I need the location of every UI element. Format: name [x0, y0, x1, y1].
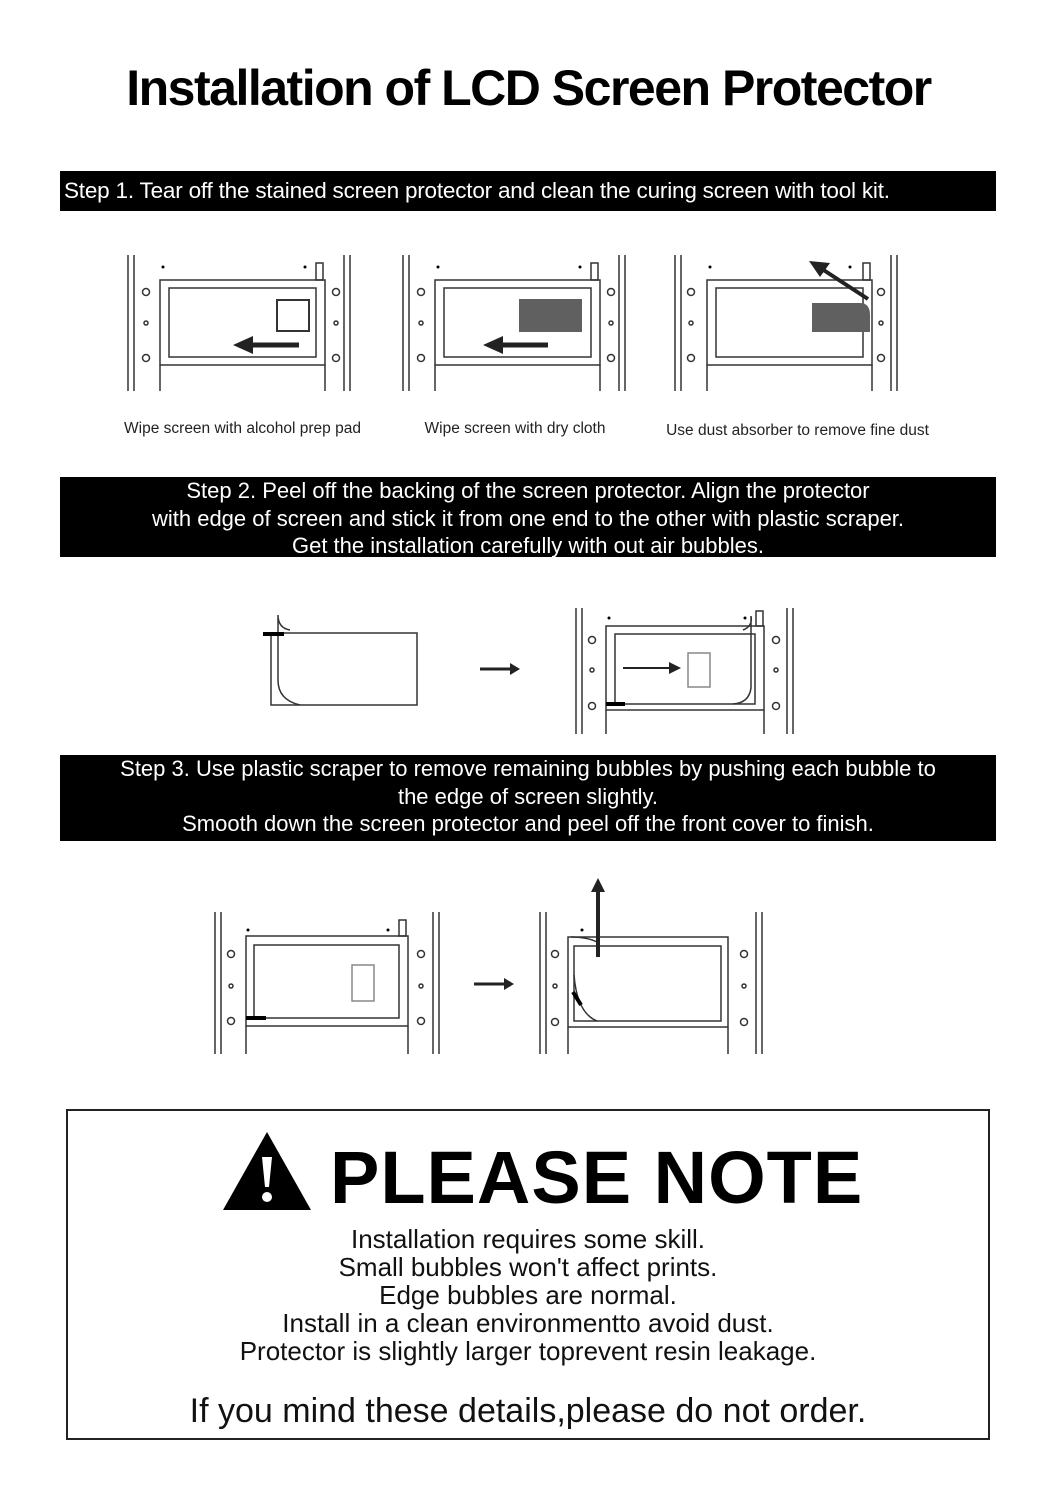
note-line: Install in a clean environmentto avoid dust. [282, 1308, 774, 1338]
note-lines [66, 1225, 990, 1365]
note-final-line: If you mind these details,please do not order. [189, 1392, 867, 1430]
step1-text: Step 1. Tear off the stained screen protector and clean the curing screen with tool kit. [64, 178, 890, 203]
caption-alcohol: Wipe screen with alcohol prep pad [124, 420, 361, 437]
note-line: Small bubbles won't affect prints. [338, 1252, 718, 1282]
step3-figure-finish [537, 875, 767, 1057]
step3-arrow [472, 975, 517, 993]
note-line: Installation requires some skill. [350, 1224, 706, 1254]
step1-banner [60, 171, 996, 211]
note-line: Protector is slightly larger toprevent resin leakage. [239, 1336, 817, 1366]
step1-figure-alcohol [125, 255, 355, 395]
step2-figure-apply [573, 608, 798, 738]
step3-line-1: Step 3. Use plastic scraper to remove remaining bubbles by pushing each bubble to [120, 756, 936, 781]
step3-banner [60, 755, 996, 841]
step2-arrow [478, 660, 523, 678]
note-heading: PLEASE NOTE [330, 1136, 864, 1219]
step1-figure-dry-cloth [400, 255, 630, 395]
step2-line-1: Step 2. Peel off the backing of the screen protector. Align the protector [186, 478, 870, 503]
step1-figure-dust-absorber [672, 255, 902, 395]
step2-line-3: Get the installation carefully with out air bubbles. [291, 533, 765, 558]
note-line: Edge bubbles are normal. [379, 1280, 677, 1310]
warning-triangle-icon [222, 1131, 312, 1211]
step3-line-3: Smooth down the screen protector and peel off the front cover to finish. [182, 811, 874, 836]
step3-line-2: the edge of screen slightly. [397, 783, 659, 809]
step3-figure-scrape [212, 912, 442, 1057]
page-title: Installation of LCD Screen Protector [126, 60, 931, 116]
step2-banner [60, 477, 996, 557]
step2-figure-peel [260, 610, 425, 710]
caption-dust-absorber: Use dust absorber to remove fine dust [666, 422, 929, 439]
step2-line-2: with edge of screen and stick it from one end to the other with plastic scraper. [151, 505, 905, 531]
caption-dry-cloth: Wipe screen with dry cloth [424, 420, 606, 437]
